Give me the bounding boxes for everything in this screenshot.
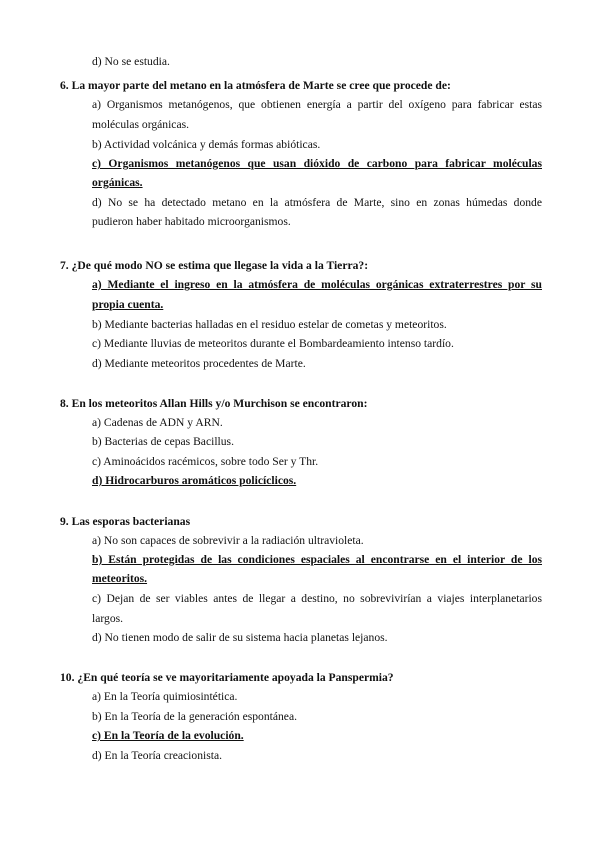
q8-option-d-answer: d) Hidrocarburos aromáticos policíclicos. (92, 474, 297, 487)
question-6: 6. La mayor parte del metano en la atmósfera de Marte se cree que procede de: (60, 79, 451, 92)
q9-option-a: a) No son capaces de sobrevivir a la radiación ultravioleta. (92, 534, 364, 547)
q10-option-d: d) En la Teoría creacionista. (92, 749, 222, 762)
q9-option-c-cont: largos. (92, 612, 124, 625)
q6-option-a: a) Organismos metanógenos, que obtienen energía a partir del oxígeno para fabricar estas (92, 98, 542, 111)
q6-option-d-cont: pudieron haber habitado microorganismos. (92, 215, 291, 228)
q6-option-a-cont: moléculas orgánicas. (92, 118, 190, 131)
q9-option-b-answer-cont: meteoritos. (92, 572, 148, 585)
question-7: 7. ¿De qué modo NO se estima que llegase la vida a la Tierra?: (60, 259, 369, 272)
q10-option-a: a) En la Teoría quimiosintética. (92, 690, 238, 703)
q9-option-d: d) No tienen modo de salir de su sistema hacia planetas lejanos. (92, 631, 388, 644)
q7-option-b: b) Mediante bacterias halladas en el residuo estelar de cometas y meteoritos. (92, 318, 447, 331)
q5-option-d: d) No se estudia. (92, 55, 170, 68)
q7-option-a-answer: a) Mediante el ingreso en la atmósfera de moléculas orgánicas extraterrestres por su (92, 278, 542, 291)
q7-option-c: c) Mediante lluvias de meteoritos durante el Bombardeamiento intenso tardío. (92, 337, 454, 350)
question-9: 9. Las esporas bacterianas (60, 515, 191, 528)
question-8: 8. En los meteoritos Allan Hills y/o Murchison se encontraron: (60, 397, 368, 410)
q8-option-b: b) Bacterias de cepas Bacillus. (92, 435, 234, 448)
q6-option-b: b) Actividad volcánica y demás formas abióticas. (92, 138, 321, 151)
q7-option-a-answer-cont: propia cuenta. (92, 298, 164, 311)
q9-option-b-answer: b) Están protegidas de las condiciones espaciales al encontrarse en el interior de los (92, 553, 542, 566)
q10-option-c-answer: c) En la Teoría de la evolución. (92, 729, 244, 742)
q7-option-d: d) Mediante meteoritos procedentes de Marte. (92, 357, 306, 370)
q9-option-c: c) Dejan de ser viables antes de llegar a destino, no sobrevivirían a viajes interplanetarios (92, 592, 542, 605)
question-10: 10. ¿En qué teoría se ve mayoritariamente apoyada la Panspermia? (60, 671, 394, 684)
q6-option-d: d) No se ha detectado metano en la atmósfera de Marte, sino en zonas húmedas donde (92, 196, 542, 209)
q10-option-b: b) En la Teoría de la generación espontánea. (92, 710, 297, 723)
q6-option-c-answer: c) Organismos metanógenos que usan dióxido de carbono para fabricar moléculas (92, 157, 542, 170)
q8-option-a: a) Cadenas de ADN y ARN. (92, 416, 223, 429)
q8-option-c: c) Aminoácidos racémicos, sobre todo Ser y Thr. (92, 455, 319, 468)
q6-option-c-answer-cont: orgánicas. (92, 176, 143, 189)
